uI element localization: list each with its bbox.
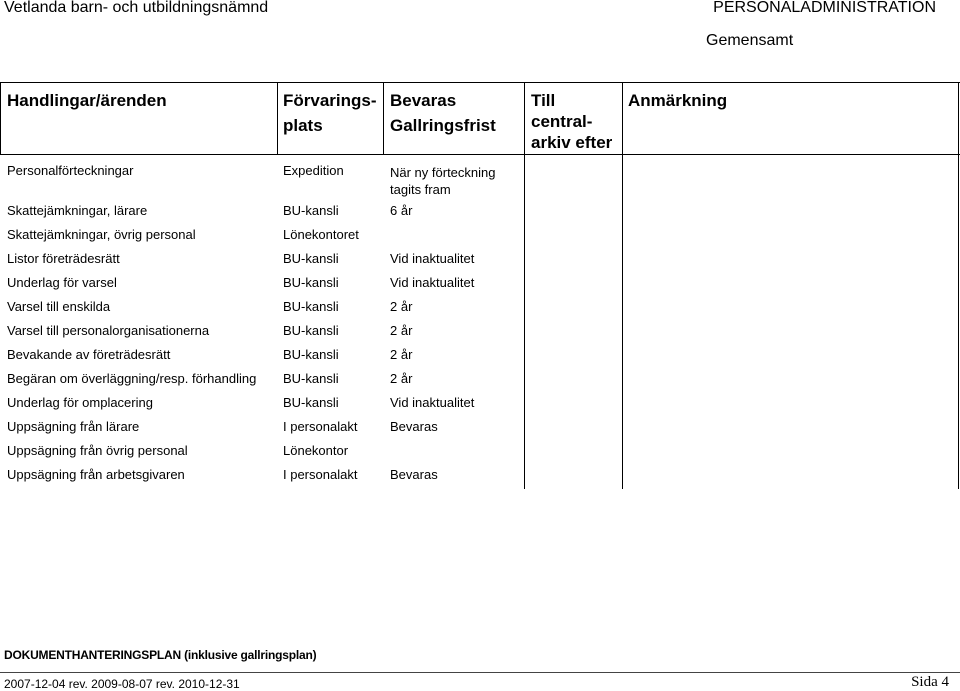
table-row (0, 163, 520, 197)
col-divider (0, 82, 1, 155)
col-header-storage-line1: Förvarings- (283, 91, 377, 110)
row-retention: 2 år (390, 299, 413, 314)
table-row (0, 323, 520, 347)
row-storage: BU-kansli (283, 347, 339, 362)
col-header-archive (531, 90, 612, 153)
organization-name: Vetlanda barn- och utbildningsnämnd (4, 0, 269, 16)
table-row (0, 395, 520, 419)
row-storage: Lönekontor (283, 443, 349, 458)
row-retention: Vid inaktualitet (390, 395, 475, 410)
table-row (0, 251, 520, 275)
table-row (0, 275, 520, 299)
document-plan-title: DOKUMENTHANTERINGSPLAN (inklusive gallringsplan) (4, 648, 317, 662)
row-retention: 6 år (390, 203, 413, 218)
row-document: Personalförteckningar (7, 163, 134, 178)
row-document: Skattejämkningar, lärare (7, 203, 148, 218)
table-row (0, 371, 520, 395)
header-top-border (0, 82, 960, 83)
row-retention: 2 år (390, 347, 413, 362)
row-retention: 2 år (390, 323, 413, 338)
row-storage: I personalakt (283, 467, 358, 482)
row-document: Bevakande av företrädesrätt (7, 347, 171, 362)
row-retention: Bevaras (390, 419, 438, 434)
row-retention: När ny förteckning tagits fram (390, 165, 496, 197)
col-header-retention-line2: Gallringsfrist (390, 116, 496, 135)
body-col-divider (958, 154, 959, 489)
row-document: Skattejämkningar, övrig personal (7, 227, 196, 242)
row-storage: BU-kansli (283, 395, 339, 410)
col-header-storage (283, 90, 377, 136)
row-storage: Lönekontoret (283, 227, 359, 242)
row-document: Uppsägning från arbetsgivaren (7, 467, 185, 482)
table-row (0, 299, 520, 323)
subheading: Gemensamt (706, 32, 794, 49)
row-document: Listor företrädesrätt (7, 251, 120, 266)
row-storage: Expedition (283, 163, 344, 178)
table-row (0, 419, 520, 443)
col-header-remark: Anmärkning (628, 91, 728, 110)
col-divider (958, 82, 959, 155)
department-title: PERSONALADMINISTRATION (713, 0, 936, 16)
row-retention: Bevaras (390, 467, 438, 482)
col-divider (524, 82, 525, 155)
row-document: Uppsägning från lärare (7, 419, 140, 434)
col-header-storage-line2: plats (283, 116, 323, 135)
row-storage: I personalakt (283, 419, 358, 434)
row-document: Underlag för omplacering (7, 395, 153, 410)
col-header-archive-line2: central- (531, 112, 593, 131)
row-storage: BU-kansli (283, 275, 339, 290)
table-row (0, 443, 520, 467)
col-header-retention-line1: Bevaras (390, 91, 457, 110)
col-header-archive-line3: arkiv efter (531, 133, 613, 152)
header-bottom-border (0, 154, 960, 155)
table-row (0, 347, 520, 371)
row-document: Begäran om överläggning/resp. förhandling (7, 371, 257, 386)
body-col-divider (622, 154, 623, 489)
col-header-documents: Handlingar/ärenden (7, 91, 167, 110)
body-col-divider (524, 154, 525, 489)
row-retention: Vid inaktualitet (390, 251, 475, 266)
col-divider (277, 82, 278, 155)
table-row (0, 203, 520, 227)
table-row (0, 227, 520, 251)
table-row (0, 467, 520, 491)
col-divider (622, 82, 623, 155)
row-document: Varsel till personalorganisationerna (7, 323, 210, 338)
row-storage: BU-kansli (283, 299, 339, 314)
col-header-archive-line1: Till (531, 91, 556, 110)
row-document: Underlag för varsel (7, 275, 117, 290)
revision-dates: 2007-12-04 rev. 2009-08-07 rev. 2010-12-31 (4, 677, 240, 691)
page-number: Sida 4 (911, 674, 949, 690)
row-document: Varsel till enskilda (7, 299, 111, 314)
row-storage: BU-kansli (283, 203, 339, 218)
row-storage: BU-kansli (283, 251, 339, 266)
footer-rule (0, 672, 960, 673)
row-storage: BU-kansli (283, 323, 339, 338)
row-document: Uppsägning från övrig personal (7, 443, 188, 458)
row-retention: 2 år (390, 371, 413, 386)
row-storage: BU-kansli (283, 371, 339, 386)
col-divider (383, 82, 384, 155)
row-retention: Vid inaktualitet (390, 275, 475, 290)
col-header-retention (390, 90, 496, 136)
